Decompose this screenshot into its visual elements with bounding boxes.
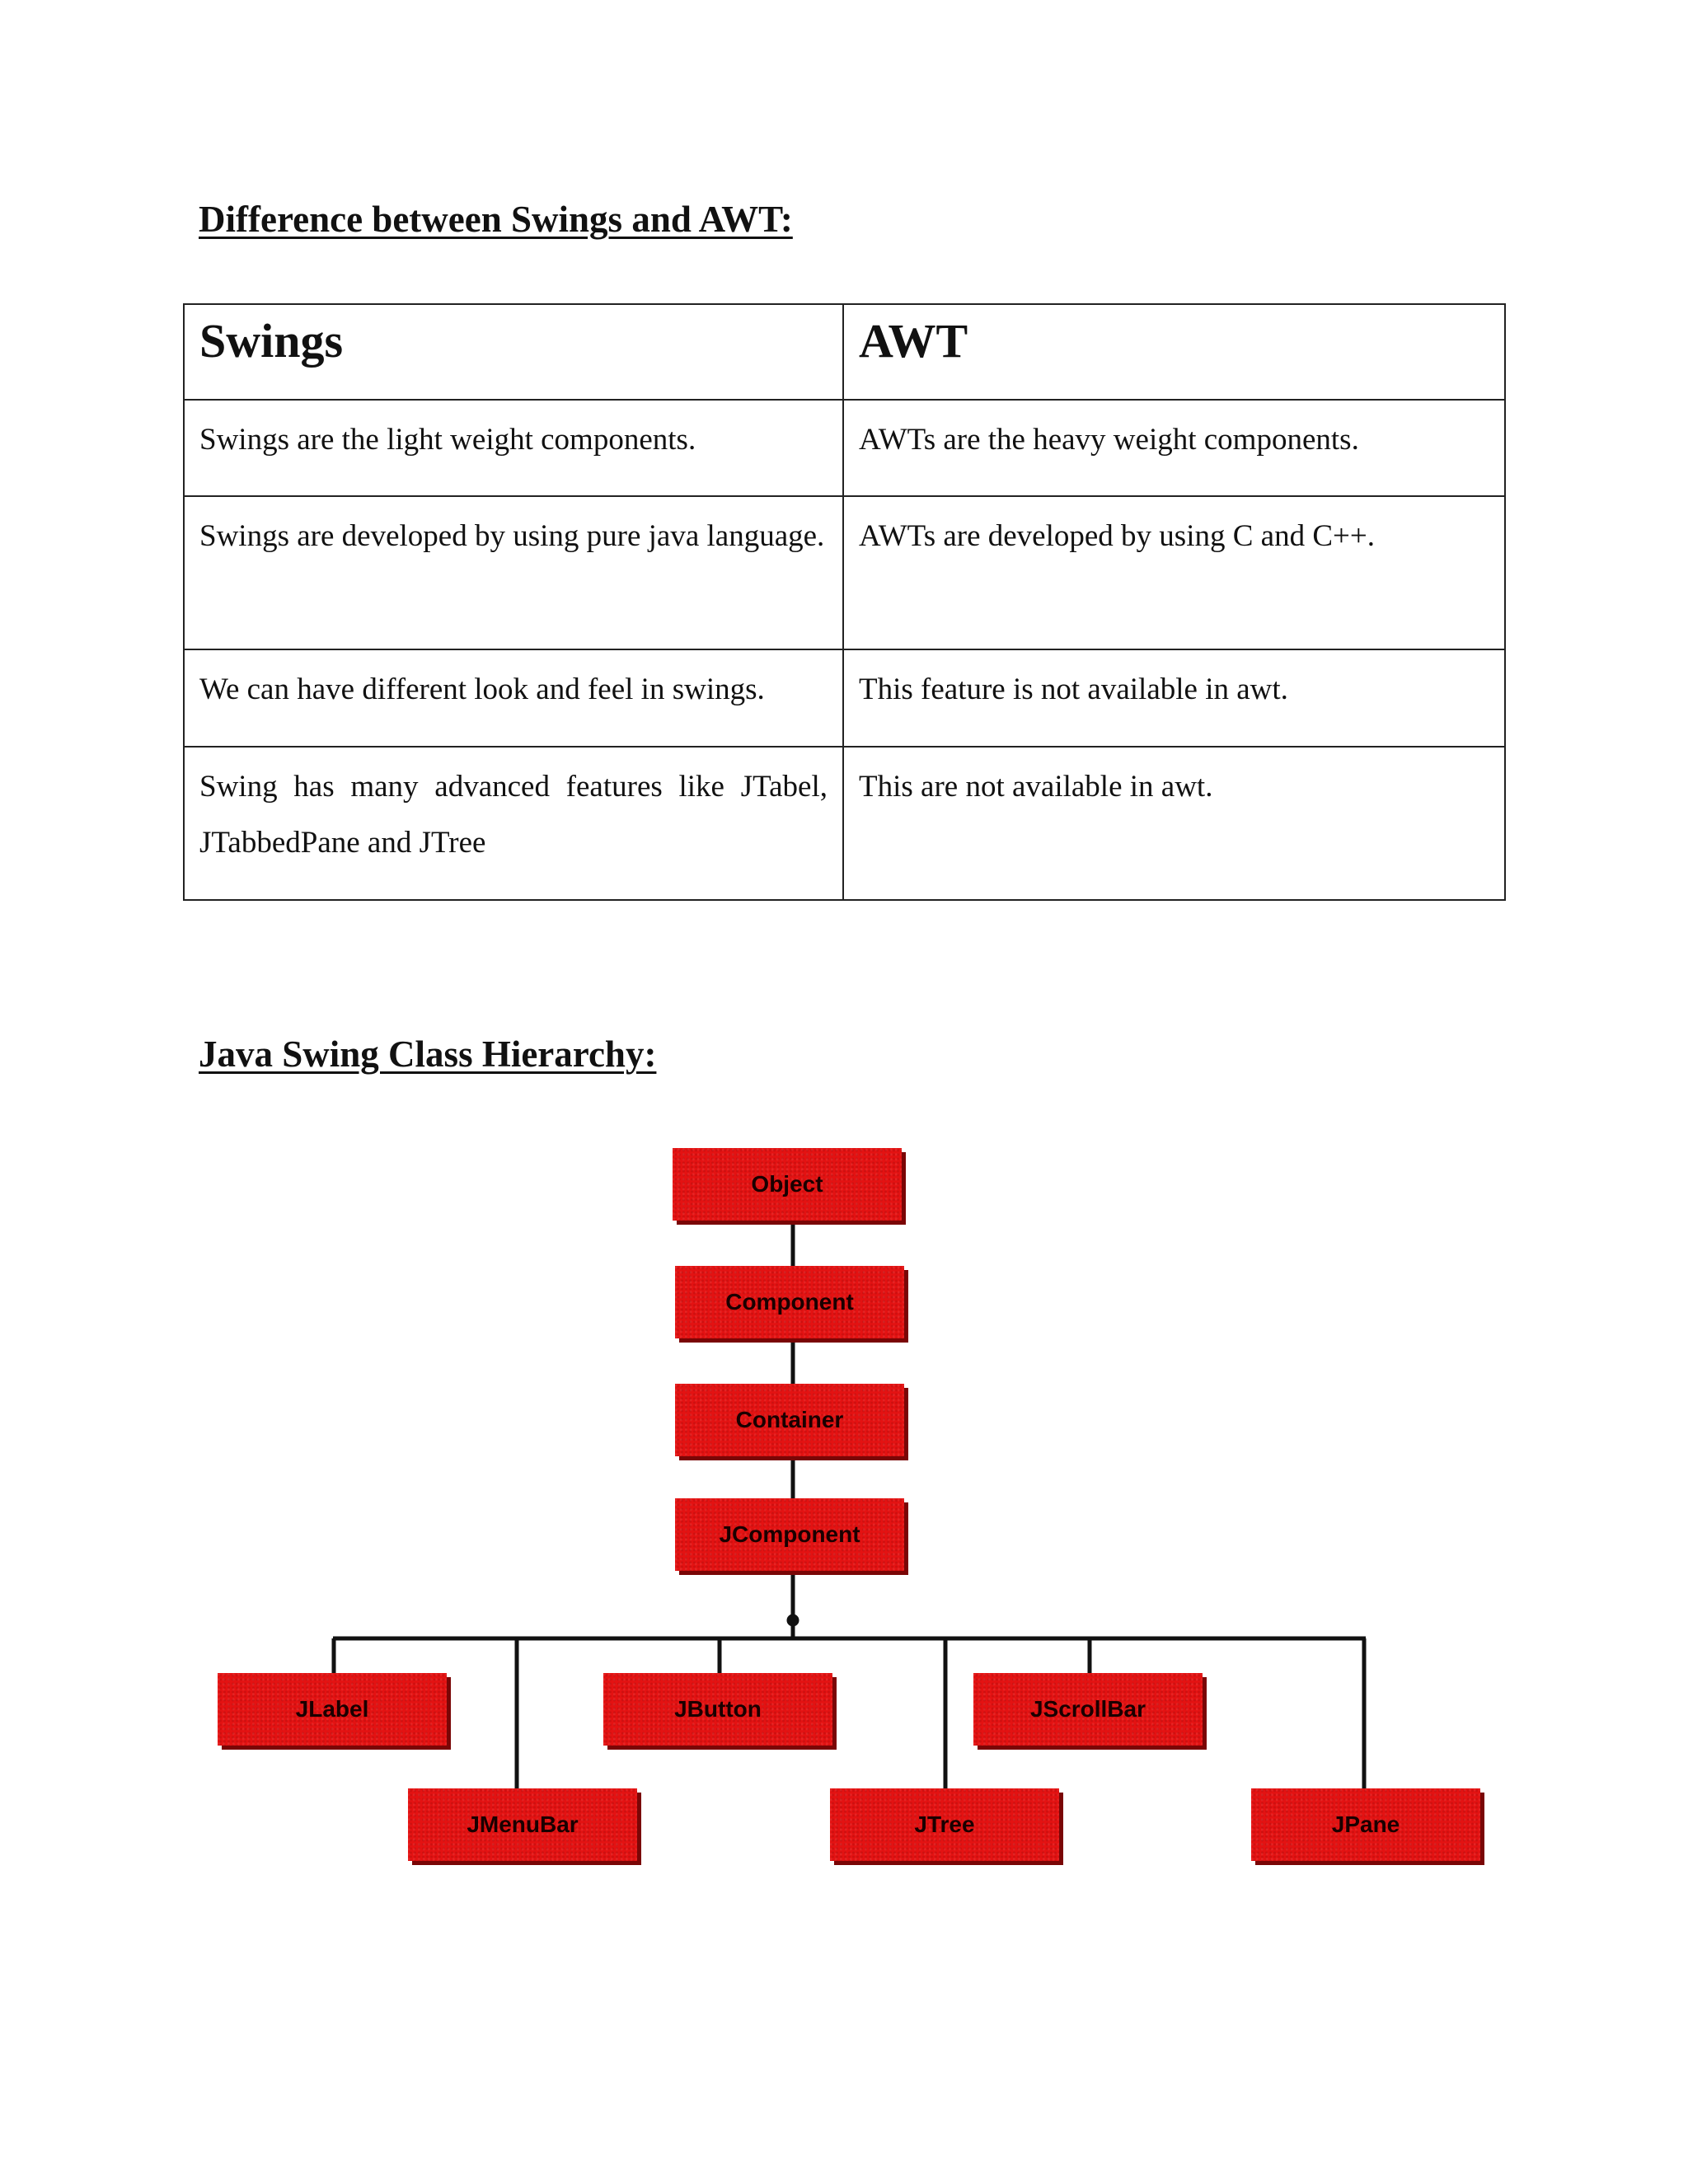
table-cell-awt: AWTs are developed by using C and C++. <box>843 496 1505 649</box>
section-heading-hierarchy: Java Swing Class Hierarchy: <box>199 1033 657 1075</box>
table-header-awt: AWT <box>843 304 1505 400</box>
section-heading-difference: Difference between Swings and AWT: <box>199 199 793 240</box>
table-cell-swings: Swings are developed by using pure java language. <box>184 496 843 649</box>
table-row <box>184 496 1505 649</box>
table-header-row <box>184 304 1505 400</box>
comparison-table <box>183 303 1506 901</box>
table-row <box>184 747 1505 900</box>
table-cell-swings: We can have different look and feel in swings. <box>184 649 843 747</box>
table-header-swings: Swings <box>184 304 843 400</box>
node-container: Container <box>675 1384 904 1456</box>
node-jscrollbar: JScrollBar <box>973 1673 1203 1746</box>
node-jpane: JPane <box>1251 1788 1480 1861</box>
connector-junction-dot <box>789 1616 797 1624</box>
table-cell-swings: Swings are the light weight components. <box>184 400 843 496</box>
table-row <box>184 649 1505 747</box>
table-cell-swings: Swing has many advanced features like JTabel, JTabbedPane and JTree <box>184 747 843 900</box>
node-jmenubar: JMenuBar <box>408 1788 637 1861</box>
node-jtree: JTree <box>830 1788 1059 1861</box>
node-object: Object <box>673 1148 902 1221</box>
table-cell-awt: AWTs are the heavy weight components. <box>843 400 1505 496</box>
node-jcomponent: JComponent <box>675 1498 904 1571</box>
node-jbutton: JButton <box>603 1673 832 1746</box>
table-cell-awt: This feature is not available in awt. <box>843 649 1505 747</box>
table-row <box>184 400 1505 496</box>
node-component: Component <box>675 1266 904 1338</box>
table-cell-awt: This are not available in awt. <box>843 747 1505 900</box>
node-jlabel: JLabel <box>218 1673 447 1746</box>
